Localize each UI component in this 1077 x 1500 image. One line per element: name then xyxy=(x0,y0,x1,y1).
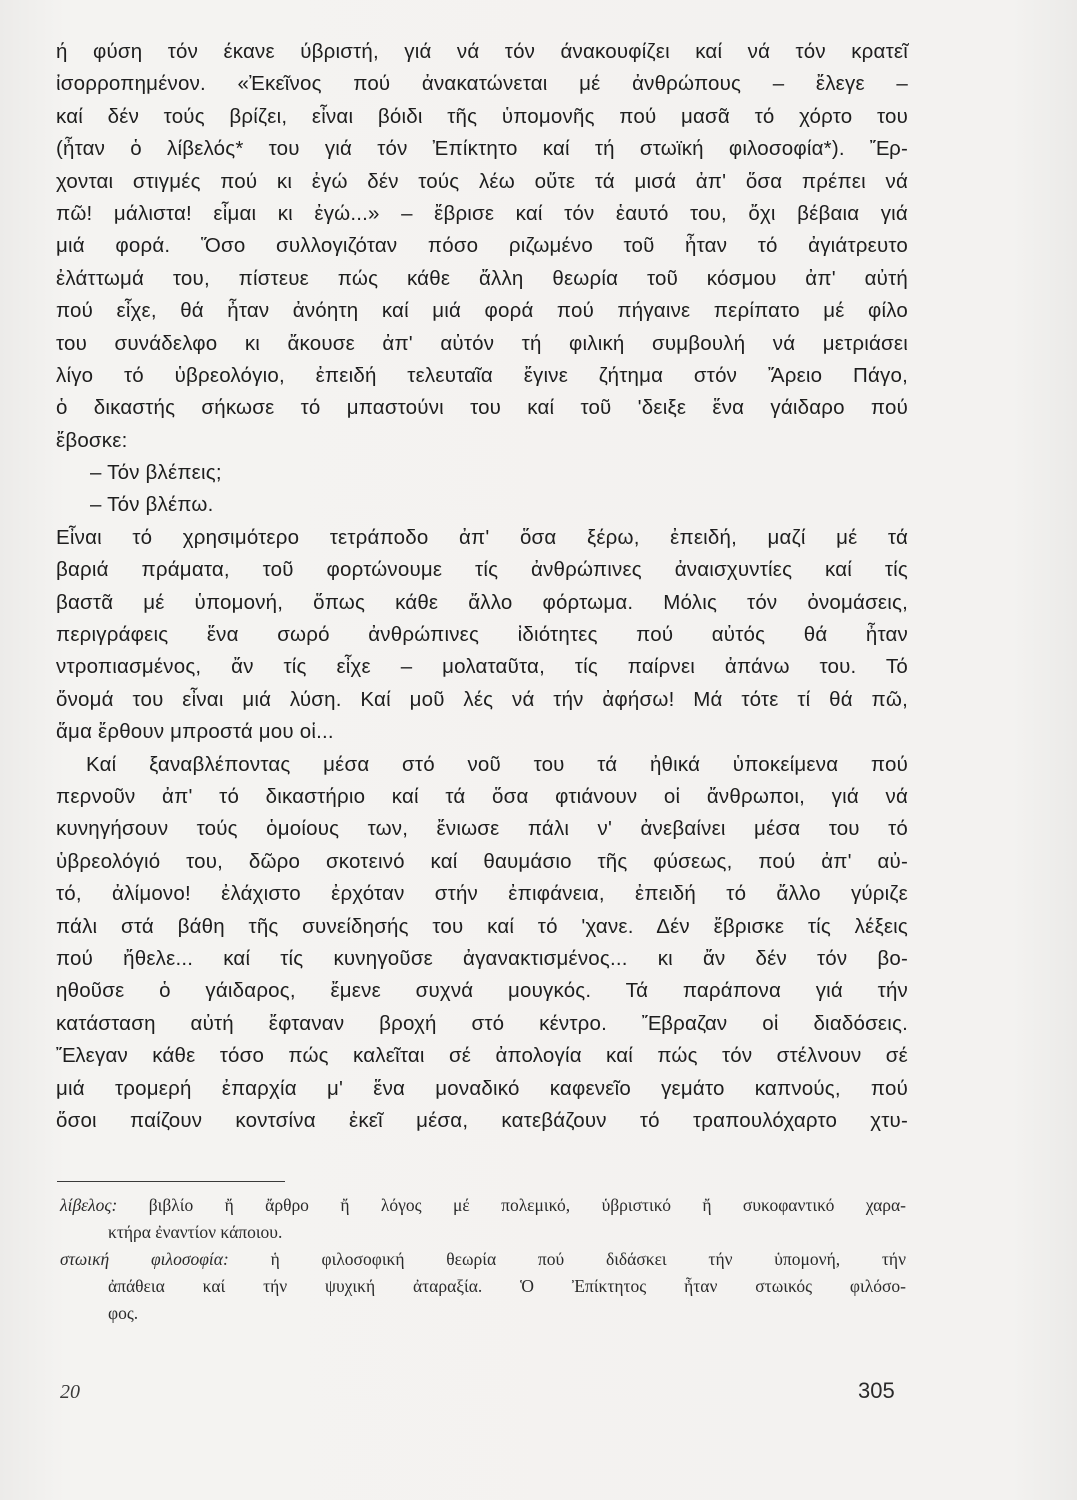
text-line: λίγο τό ὑβρεολόγιο, ἐπειδή τελευταῖα ἔγινε ζήτημα στόν Ἄρειο Πάγο, xyxy=(56,363,908,387)
footnote-term: λίβελος: xyxy=(60,1195,118,1215)
text-line: πού εἶχε, θά ἦταν ἀνόητη καί μιά φορά πού πήγαινε περίπατο μέ φίλο xyxy=(56,299,908,323)
text-line: ὑβρεολόγιό του, δῶρο σκοτεινό καί θαυμάσιο τῆς φύσεως, πού ἀπ' αὐ- xyxy=(56,849,908,873)
text-line: περνοῦν ἀπ' τό δικαστήριο καί τά ὅσα φτιάνουν οἱ ἄνθρωποι, γιά νά xyxy=(56,784,908,808)
text-line: πῶ! μάλιστα! εἶμαι κι ἐγώ...» – ἔβρισε καί τόν ἑαυτό του, ὄχι βέβαια γιά xyxy=(56,201,908,225)
text-line: ἔβοσκε: xyxy=(56,428,128,452)
signature-mark: 20 xyxy=(60,1381,80,1403)
text-line: του συνάδελφο κι ἄκουσε ἀπ' αὐτόν τή φιλική συμβουλή νά μετριάσει xyxy=(56,331,908,355)
footnotes xyxy=(60,1192,906,1327)
text-line: ἅμα ἔρθουν μπροστά μου οἱ... xyxy=(56,720,334,744)
footnote-term: στωική φιλοσοφία: xyxy=(60,1249,229,1269)
text-line: καί δέν τούς βρίζει, εἶναι βόιδι τῆς ὑπομονῆς πού μασᾶ τό χόρτο του xyxy=(56,104,908,128)
text-line: ἰσορροπημένον. «Ἐκεῖνος πού ἀνακατώνεται μέ ἀνθρώπους – ἔλεγε – xyxy=(56,72,908,96)
text-line: μιά φορά. Ὅσο συλλογιζόταν πόσο ριζωμένο τοῦ ἦταν τό ἀγιάτρευτο xyxy=(56,234,908,258)
footnote-divider xyxy=(57,1181,285,1182)
footnote-line xyxy=(60,1246,906,1273)
text-line: ὁ δικαστής σήκωσε τό μπαστούνι του καί τοῦ 'δειξε ἕνα γάιδαρο πού xyxy=(56,396,908,420)
footnote-line: ἀπάθεια καί τήν ψυχική ἀταραξία. Ὁ Ἐπίκτητος ἦταν στωικός φιλόσο- xyxy=(108,1276,906,1296)
text-line: ή φύση τόν έκανε ύβριστή, γιά νά τόν άνακουφίζει καί νά τόν κρατεῖ xyxy=(56,40,908,63)
main-text xyxy=(56,36,908,1137)
footnote-line: κτήρα ἐναντίον κάποιου. xyxy=(108,1222,283,1242)
text-line: (ἦταν ὁ λίβελός* του γιά τόν Ἐπίκτητο καί τή στωϊκή φιλοσοφία*). Ἔρ- xyxy=(56,137,908,161)
footnote-line: φος. xyxy=(108,1303,139,1323)
footnote-text: ἡ φιλοσοφική θεωρία πού διδάσκει τήν ὑπομονή, τήν xyxy=(270,1249,906,1269)
dialogue-line: – Τόν βλέπεις; xyxy=(90,461,222,485)
text-line: χονται στιγμές πού κι ἐγώ δέν τούς λέω οὔτε τά μισά ἀπ' ὅσα πρέπει νά xyxy=(56,169,908,193)
text-line: Καί ξαναβλέποντας μέσα στό νοῦ του τά ἠθικά ὑποκείμενα πού xyxy=(86,752,908,776)
text-line: πού ἤθελε... καί τίς κυνηγοῦσε ἀγανακτισμένος... κι ἄν δέν τόν βο- xyxy=(56,946,908,970)
text-line: ὅσοι παίζουν κοντσίνα ἐκεῖ μέσα, κατεβάζουν τό τραπουλόχαρτο χτυ- xyxy=(56,1108,908,1132)
text-line: βαστᾶ μέ ὑπομονή, ὅπως κάθε ἄλλο φόρτωμα. Μόλις τόν ὀνομάσεις, xyxy=(56,590,908,614)
text-line: ντροπιασμένος, ἄν τίς εἶχε – μολαταῦτα, τίς παίρνει ἀπάνω του. Τό xyxy=(56,655,908,679)
footnote-text: βιβλίο ἤ ἄρθρο ἤ λόγος μέ πολεμικό, ὑβριστικό ἤ συκοφαντικό χαρα- xyxy=(148,1195,907,1215)
text-line: Εἶναι τό χρησιμότερο τετράποδο ἀπ' ὅσα ξέρω, ἐπειδή, μαζί μέ τά xyxy=(56,525,908,549)
text-line: κατάσταση αὐτή ἔφταναν βροχή στό κέντρο. Ἔβραζαν οἱ διαδόσεις. xyxy=(56,1011,908,1035)
text-line: μιά τρομερή ἐπαρχία μ' ἕνα μοναδικό καφενεῖο γεμάτο καπνούς, πού xyxy=(56,1076,908,1100)
text-line: ὄνομά του εἶναι μιά λύση. Καί μοῦ λές νά τήν ἀφήσω! Μά τότε τί θά πῶ, xyxy=(56,687,908,711)
dialogue-line: – Τόν βλέπω. xyxy=(90,493,214,517)
text-line: βαριά πράματα, τοῦ φορτώνουμε τίς ἀνθρώπινες ἀναισχυντίες καί τίς xyxy=(56,558,908,582)
text-line: Ἔλεγαν κάθε τόσο πώς καλεῖται σέ ἀπολογία καί πώς τόν στέλνουν σέ xyxy=(56,1044,908,1068)
page-number: 305 xyxy=(858,1378,895,1403)
footnote-line xyxy=(60,1192,906,1219)
text-line: τό, ἀλίμονο! ἐλάχιστο ἐρχόταν στήν ἐπιφάνεια, ἐπειδή τό ἄλλο γύριζε xyxy=(56,882,908,906)
text-line: κυνηγήσουν τούς ὁμοίους των, ἔνιωσε πάλι ν' ἀνεβαίνει μέσα του τό xyxy=(56,817,908,841)
text-line: ἐλάττωμά του, πίστευε πώς κάθε ἄλλη θεωρία τοῦ κόσμου ἀπ' αὐτή xyxy=(56,266,908,290)
text-line: πάλι στά βάθη τῆς συνείδησής του καί τό 'χανε. Δέν ἔβρισκε τίς λέξεις xyxy=(56,914,908,938)
text-line: περιγράφεις ἕνα σωρό ἀνθρώπινες ἰδιότητες πού αὐτός θά ἦταν xyxy=(56,623,908,647)
text-line: ηθοῦσε ὁ γάιδαρος, ἔμενε συχνά μουγκός. Τά παράπονα γιά τήν xyxy=(56,979,908,1003)
